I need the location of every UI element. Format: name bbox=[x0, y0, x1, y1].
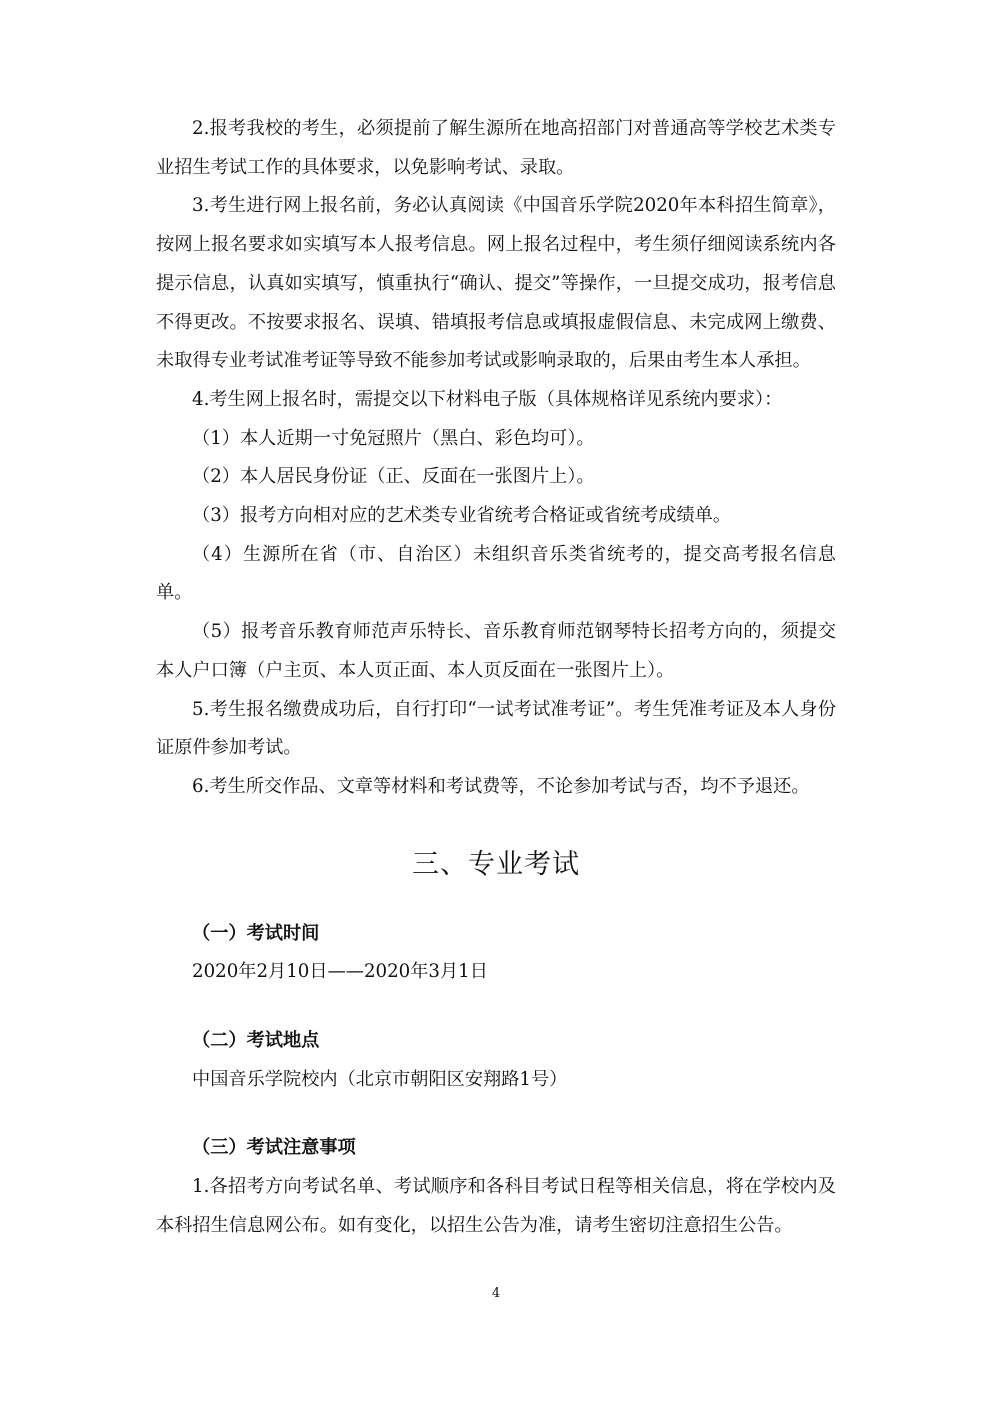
material-item-1: （1）本人近期一寸免冠照片（黑白、彩色均可）。 bbox=[192, 427, 595, 449]
material-item-2: （2）本人居民身份证（正、反面在一张图片上）。 bbox=[192, 466, 595, 488]
exam-notes-text: 1.各招考方向考试名单、考试顺序和各科目考试日程等相关信息，将在学校内及本科招生信息网公布。如有变化，以招生公告为准，请考生密切注意招生公告。 bbox=[156, 1176, 836, 1236]
exam-location-text: 中国音乐学院校内（北京市朝阳区安翔路1号） bbox=[192, 1068, 568, 1090]
paragraph-2: 2.报考我校的考生，必须提前了解生源所在地高招部门对普通高等学校艺术类专业招生考试工作的具体要求，以免影响考试、录取。 bbox=[156, 118, 836, 178]
paragraph-4: 4.考生网上报名时，需提交以下材料电子版（具体规格详见系统内要求）： bbox=[192, 388, 783, 410]
exam-time-text: 2020年2月10日——2020年3月1日 bbox=[192, 961, 488, 983]
material-item-3: （3）报考方向相对应的艺术类专业省统考合格证或省统考成绩单。 bbox=[192, 505, 732, 527]
material-item-5: （5）报考音乐教育师范声乐特长、音乐教育师范钢琴特长招考方向的，须提交本人户口簿（户主页、本人页正面、本人页反面在一张图片上）。 bbox=[156, 621, 836, 681]
subsection-heading-location: （二）考试地点 bbox=[192, 1030, 320, 1052]
subsection-heading-notes: （三）考试注意事项 bbox=[192, 1137, 356, 1159]
document-body bbox=[156, 110, 836, 1246]
page-number: 4 bbox=[491, 1286, 501, 1301]
paragraph-5: 5.考生报名缴费成功后，自行打印“一试考试准考证”。考生凭准考证及本人身份证原件参加考试。 bbox=[156, 698, 836, 759]
paragraph-3: 3.考生进行网上报名前，务必认真阅读《中国音乐学院2020年本科招生简章》，按网上报名要求如实填写本人报考信息。网上报名过程中，考生须仔细阅读系统内各提示信息，认真如实填写，慎重执行“确认、提交”等操作，一旦提交成功，报考信息不得更改。不按要求报名、误填、错填报考信息或填报虚假信息、未完成网上缴费、未取得专业考试准考证等导致不能参加考试或影响录取的，后果由考生本人承担。 bbox=[156, 195, 836, 372]
material-item-4: （4）生源所在省（市、自治区）未组织音乐类省统考的，提交高考报名信息单。 bbox=[156, 543, 836, 604]
section-title: 三、专业考试 bbox=[412, 848, 580, 880]
subsection-heading-time: （一）考试时间 bbox=[192, 922, 320, 944]
paragraph-6: 6.考生所交作品、文章等材料和考试费等，不论参加考试与否，均不予退还。 bbox=[192, 775, 810, 797]
